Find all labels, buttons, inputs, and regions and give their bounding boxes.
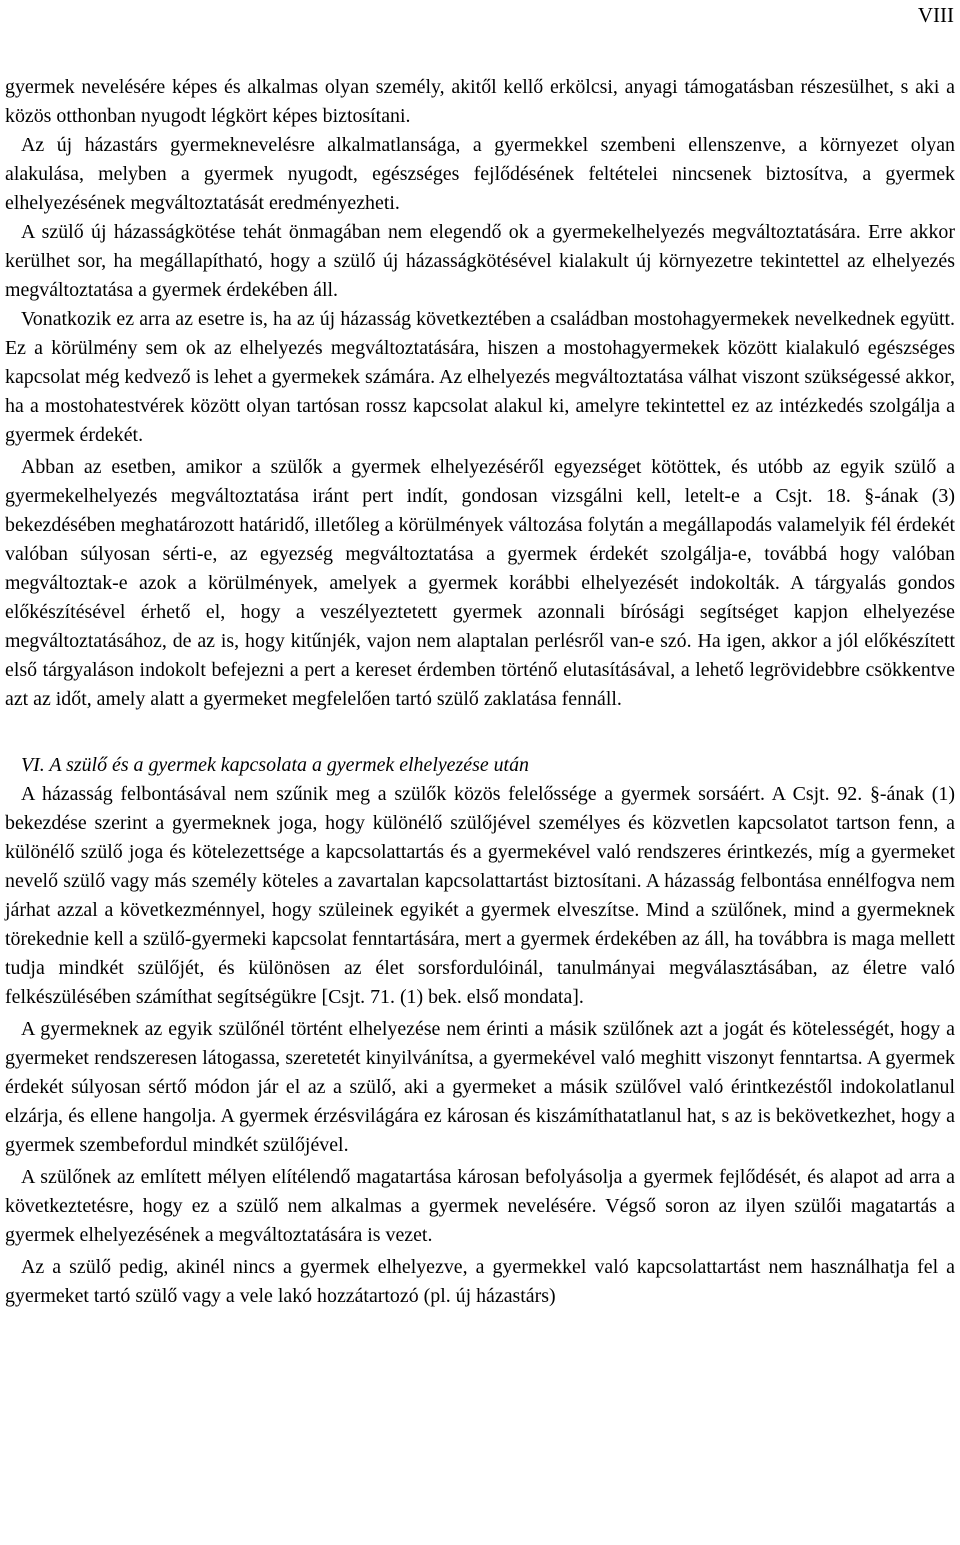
- paragraph: Abban az esetben, amikor a szülők a gyermek elhelyezéséről egyezséget kötöttek, és utóbb az egyik szülő a gyermekelhelyezés megváltoztatása iránt pert indít, gondosan vizsgálni kell, letelt-e a Csjt. 18. §-ának (3) bekezdésében meghatározott határidő, illetőleg a körülmények változása folytán a megállapodás valamelyik fél érdekét valóban súlyosan sérti-e, az egyezség megváltoztatása a gyermek érdekét szolgálja-e, továbbá hogy valóban megváltoztak-e azok a körülmények, amelyek a gyermek korábbi elhelyezését indokolták. A tárgyalás gondos előkészítésével érhető el, hogy a veszélyeztetett gyermek azonnali bírósági segítséget kapjon elhelyezése megváltoztatásához, de az is, hogy kitűnjék, vajon nem alaptalan perlésről van-e szó. Ha igen, akkor a jól előkészített első tárgyaláson indokolt befejezni a pert a kereset érdemben történő elutasításával, a lehető legrövidebbre csökkentve azt az időt, amely alatt a gyermeket megfelelően tartó szülő zaklatása fennáll.: [5, 456, 955, 710]
- section-paragraph: A házasság felbontásával nem szűnik meg a szülők közös felelőssége a gyermek sorsáért. A Csjt. 92. §-ának (1) bekezdése szerint a gyermeknek joga, hogy különélő szülőjével személyes és közvetlen kapcsolatot tartson fenn, a különélő szülő joga és kötelezettsége a kapcsolattartás és a gyermekével való rendszeres érintkezés, míg a gyermeket nevelő szülő vagy más személy köteles a zavartalan kapcsolattartást biztosítani. A házasság felbontása ennélfogva nem járhat azzal a következménnyel, hogy szüleinek egyikét a gyermek elveszítse. Mind a szülőnek, mind a gyermeknek törekednie kell a szülő-gyermeki kapcsolat fenntartására, mert a gyermek érdekében az áll, ha továbbra is maga mellett tudja mindkét szülőjét, és különösen az élet sorsfordulóinál, tanulmányai megválasztásában, az életre való felkészülésében számíthat segítségükre [Csjt. 71. (1) bek. első mondata].: [5, 783, 955, 1008]
- section-paragraph: Az a szülő pedig, akinél nincs a gyermek elhelyezve, a gyermekkel való kapcsolattartást nem használhatja fel a gyermeket tartó szülő vagy a vele lakó hozzátartozó (pl. új házastárs): [5, 1256, 955, 1307]
- section-paragraph: A szülőnek az említett mélyen elítélendő magatartása károsan befolyásolja a gyermek fejlődését, és alapot ad arra a következtetésre, hogy ez a szülő nem alkalmas a gyermek nevelésére. Végső soron az ilyen szülői magatartás a gyermek elhelyezésének a megváltoztatására is vezet.: [5, 1166, 955, 1246]
- paragraph: A szülő új házasságkötése tehát önmagában nem elegendő ok a gyermekelhelyezés megváltoztatására. Erre akkor kerülhet sor, ha megállapítható, hogy a szülő új házasságkötésével kialakult új környezetre tekintettel az elhelyezés megváltoztatása a gyermek érdekében áll.: [5, 221, 955, 301]
- document-body: [5, 73, 955, 1311]
- section-heading: VI. A szülő és a gyermek kapcsolata a gyermek elhelyezése után: [21, 754, 529, 776]
- page-number: VIII: [917, 3, 954, 27]
- paragraph: gyermek nevelésére képes és alkalmas olyan személy, akitől kellő erkölcsi, anyagi támogatásban részesülhet, s aki a közös otthonban nyugodt légkört képes biztosítani.: [5, 76, 955, 127]
- paragraph: Az új házastárs gyermeknevelésre alkalmatlansága, a gyermekkel szembeni ellenszenve, a környezet olyan alakulása, melyben a gyermek nyugodt, egészséges fejlődésének feltételei nincsenek biztosítva, a gyermek elhelyezésének megváltoztatását eredményezheti.: [5, 134, 955, 214]
- paragraph: Vonatkozik ez arra az esetre is, ha az új házasság következtében a családban mostohagyermekek nevelkednek együtt. Ez a körülmény sem ok az elhelyezés megváltoztatására, hiszen a mostohagyermekek között kialakuló egészséges kapcsolat még kedvező is lehet a gyermekek számára. Az elhelyezés megváltoztatása válhat viszont szükségessé akkor, ha a mostohatestvérek között olyan tartósan rossz kapcsolat alakul ki, amelyre tekintettel ez az intézkedés szolgálja a gyermek érdekét.: [5, 308, 955, 446]
- section-paragraph: A gyermeknek az egyik szülőnél történt elhelyezése nem érinti a másik szülőnek azt a jogát és kötelességét, hogy a gyermeket rendszeresen látogassa, szeretetét kinyilvánítsa, a gyermekével való meghitt viszonyt fenntartsa. A gyermek érdekét súlyosan sértő módon jár el az a szülő, aki a gyermeket a másik szülővel való érintkezéstől indokolatlanul elzárja, és ellene hangolja. A gyermek érzésvilágára ez károsan és kiszámíthatatlanul hat, s az is bekövetkezhet, hogy a gyermek szembefordul mindkét szülőjével.: [5, 1018, 955, 1156]
